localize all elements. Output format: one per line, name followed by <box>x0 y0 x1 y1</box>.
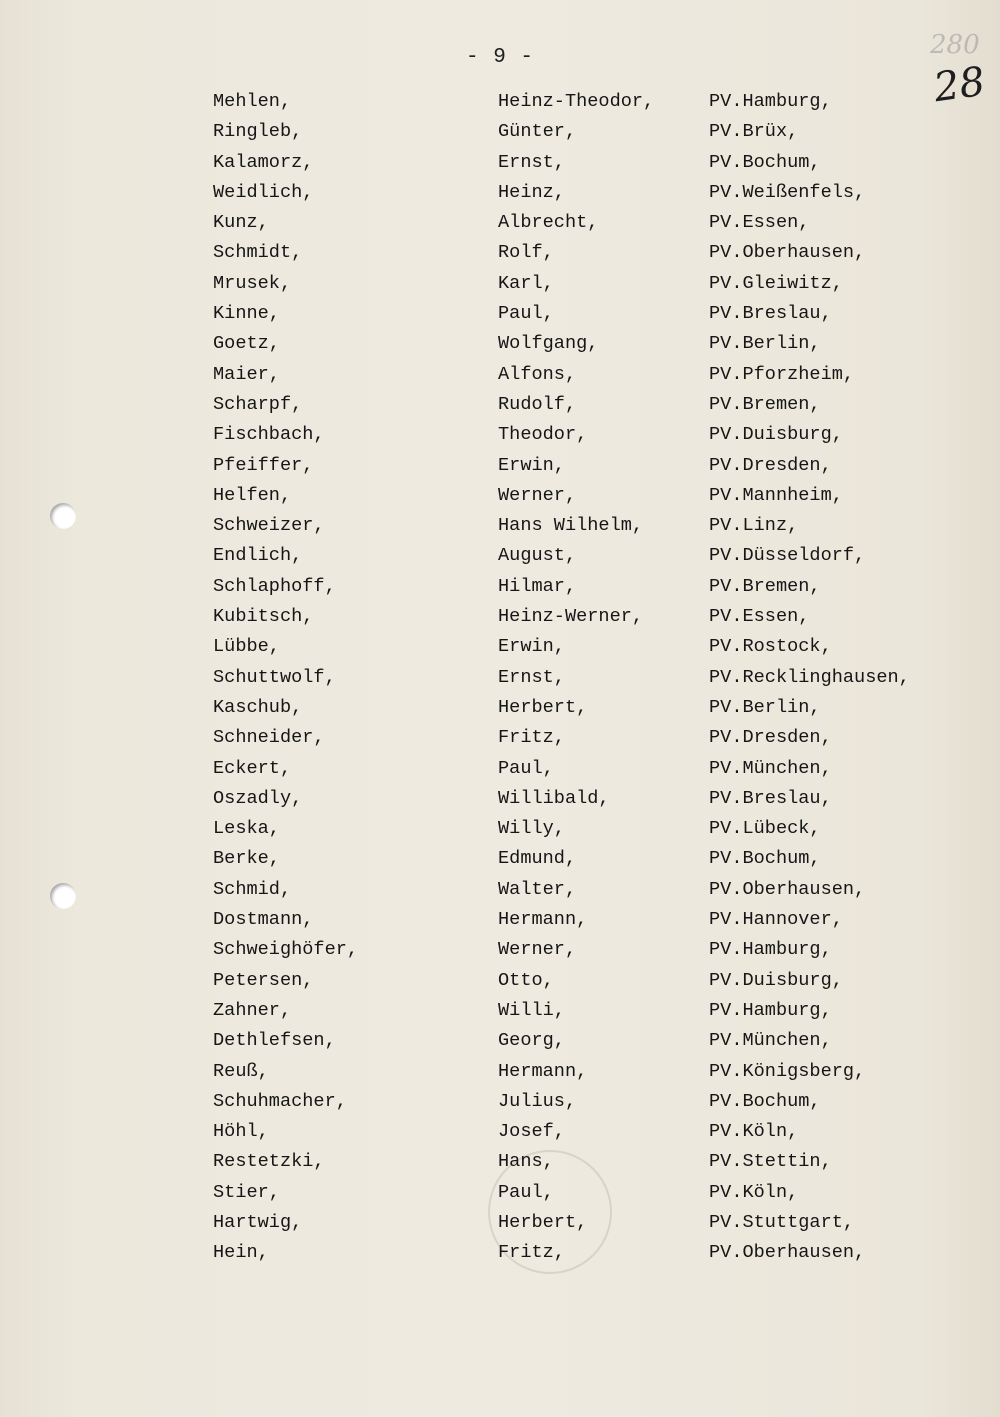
office-cell: PV.Essen, <box>709 606 810 628</box>
given-name-cell: Edmund, <box>498 848 577 870</box>
surname-cell: Goetz, <box>213 333 280 355</box>
list-item <box>0 939 1000 969</box>
list-item <box>0 424 1000 454</box>
list-item <box>0 667 1000 697</box>
list-item <box>0 1212 1000 1242</box>
list-item <box>0 273 1000 303</box>
given-name-cell: Ernst, <box>498 666 565 688</box>
office-cell: PV.Duisburg, <box>709 424 843 446</box>
surname-cell: Mehlen, <box>213 91 292 112</box>
surname-cell: Zahner, <box>213 999 292 1021</box>
office-cell: PV.Oberhausen, <box>709 242 866 264</box>
given-name-cell: Alfons, <box>498 363 577 385</box>
given-name-cell: Erwin, <box>498 636 565 658</box>
list-item <box>0 576 1000 606</box>
office-cell: PV.Breslau, <box>709 787 832 809</box>
given-name-cell: Otto, <box>498 969 554 991</box>
office-cell: PV.Rostock, <box>709 636 832 658</box>
surname-cell: Kalamorz, <box>213 151 314 173</box>
list-item <box>0 121 1000 151</box>
office-cell: PV.Brüx, <box>709 121 799 143</box>
list-item <box>0 1091 1000 1121</box>
given-name-cell: Heinz-Werner, <box>498 606 644 628</box>
list-item <box>0 152 1000 182</box>
surname-cell: Reuß, <box>213 1060 269 1082</box>
office-cell: PV.Bochum, <box>709 1090 821 1112</box>
name-list <box>0 91 1000 1273</box>
given-name-cell: Herbert, <box>498 696 588 718</box>
surname-cell: Kubitsch, <box>213 606 314 628</box>
surname-cell: Mrusek, <box>213 272 292 294</box>
given-name-cell: Rudolf, <box>498 393 577 415</box>
surname-cell: Helfen, <box>213 484 292 506</box>
given-name-cell: Willy, <box>498 818 565 840</box>
office-cell: PV.Bremen, <box>709 393 821 415</box>
list-item <box>0 364 1000 394</box>
office-cell: PV.Bochum, <box>709 151 821 173</box>
office-cell: PV.Stuttgart, <box>709 1211 855 1233</box>
list-item <box>0 1242 1000 1272</box>
list-item <box>0 91 1000 121</box>
list-item <box>0 848 1000 878</box>
given-name-cell: Günter, <box>498 121 577 143</box>
given-name-cell: Rolf, <box>498 242 554 264</box>
office-cell: PV.Köln, <box>709 1181 799 1203</box>
office-cell: PV.Hamburg, <box>709 939 832 961</box>
list-item <box>0 545 1000 575</box>
given-name-cell: Karl, <box>498 272 554 294</box>
given-name-cell: Heinz-Theodor, <box>498 91 655 112</box>
office-cell: PV.Dresden, <box>709 727 832 749</box>
given-name-cell: Hermann, <box>498 1060 588 1082</box>
office-cell: PV.Oberhausen, <box>709 878 866 900</box>
given-name-cell: Hans Wilhelm, <box>498 515 644 537</box>
given-name-cell: Josef, <box>498 1121 565 1143</box>
folio-number: 28 <box>931 58 988 112</box>
office-cell: PV.Essen, <box>709 212 810 234</box>
surname-cell: Pfeiffer, <box>213 454 314 476</box>
list-item <box>0 636 1000 666</box>
list-item <box>0 212 1000 242</box>
office-cell: PV.München, <box>709 1030 832 1052</box>
office-cell: PV.Linz, <box>709 515 799 537</box>
surname-cell: Schuttwolf, <box>213 666 336 688</box>
list-item <box>0 606 1000 636</box>
surname-cell: Endlich, <box>213 545 303 567</box>
given-name-cell: August, <box>498 545 577 567</box>
office-cell: PV.Oberhausen, <box>709 1242 866 1264</box>
given-name-cell: Paul, <box>498 1181 554 1203</box>
office-cell: PV.Hamburg, <box>709 999 832 1021</box>
given-name-cell: Hilmar, <box>498 575 577 597</box>
given-name-cell: Erwin, <box>498 454 565 476</box>
given-name-cell: Theodor, <box>498 424 588 446</box>
list-item <box>0 182 1000 212</box>
surname-cell: Dostmann, <box>213 909 314 931</box>
office-cell: PV.Berlin, <box>709 333 821 355</box>
surname-cell: Kinne, <box>213 303 280 325</box>
given-name-cell: Herbert, <box>498 1211 588 1233</box>
surname-cell: Eckert, <box>213 757 292 779</box>
given-name-cell: Werner, <box>498 484 577 506</box>
given-name-cell: Willibald, <box>498 787 610 809</box>
list-item <box>0 303 1000 333</box>
surname-cell: Ringleb, <box>213 121 303 143</box>
list-item <box>0 970 1000 1000</box>
page-number: - 9 - <box>465 46 534 69</box>
office-cell: PV.Recklinghausen, <box>709 666 910 688</box>
office-cell: PV.Hamburg, <box>709 91 832 112</box>
office-cell: PV.Pforzheim, <box>709 363 855 385</box>
list-item <box>0 1030 1000 1060</box>
surname-cell: Fischbach, <box>213 424 325 446</box>
list-item <box>0 1151 1000 1181</box>
surname-cell: Kunz, <box>213 212 269 234</box>
given-name-cell: Paul, <box>498 303 554 325</box>
given-name-cell: Georg, <box>498 1030 565 1052</box>
surname-cell: Schweighöfer, <box>213 939 359 961</box>
given-name-cell: Albrecht, <box>498 212 599 234</box>
office-cell: PV.Hannover, <box>709 909 843 931</box>
given-name-cell: Fritz, <box>498 727 565 749</box>
given-name-cell: Wolfgang, <box>498 333 599 355</box>
surname-cell: Höhl, <box>213 1121 269 1143</box>
list-item <box>0 455 1000 485</box>
office-cell: PV.Düsseldorf, <box>709 545 866 567</box>
given-name-cell: Walter, <box>498 878 577 900</box>
given-name-cell: Hermann, <box>498 909 588 931</box>
corner-annotation: 280 <box>930 30 980 60</box>
surname-cell: Schneider, <box>213 727 325 749</box>
office-cell: PV.Berlin, <box>709 696 821 718</box>
surname-cell: Lübbe, <box>213 636 280 658</box>
list-item <box>0 333 1000 363</box>
surname-cell: Schmid, <box>213 878 292 900</box>
list-item <box>0 485 1000 515</box>
office-cell: PV.Dresden, <box>709 454 832 476</box>
list-item <box>0 697 1000 727</box>
list-item <box>0 242 1000 272</box>
list-item <box>0 1182 1000 1212</box>
given-name-cell: Hans, <box>498 1151 554 1173</box>
list-item <box>0 515 1000 545</box>
given-name-cell: Willi, <box>498 999 565 1021</box>
surname-cell: Oszadly, <box>213 787 303 809</box>
surname-cell: Berke, <box>213 848 280 870</box>
office-cell: PV.Duisburg, <box>709 969 843 991</box>
office-cell: PV.Mannheim, <box>709 484 843 506</box>
list-item <box>0 1061 1000 1091</box>
list-item <box>0 1000 1000 1030</box>
given-name-cell: Fritz, <box>498 1242 565 1264</box>
given-name-cell: Paul, <box>498 757 554 779</box>
office-cell: PV.Bremen, <box>709 575 821 597</box>
surname-cell: Hartwig, <box>213 1211 303 1233</box>
surname-cell: Dethlefsen, <box>213 1030 336 1052</box>
surname-cell: Restetzki, <box>213 1151 325 1173</box>
given-name-cell: Julius, <box>498 1090 577 1112</box>
surname-cell: Hein, <box>213 1242 269 1264</box>
list-item <box>0 818 1000 848</box>
surname-cell: Petersen, <box>213 969 314 991</box>
list-item <box>0 727 1000 757</box>
list-item <box>0 758 1000 788</box>
surname-cell: Scharpf, <box>213 393 303 415</box>
surname-cell: Leska, <box>213 818 280 840</box>
given-name-cell: Ernst, <box>498 151 565 173</box>
office-cell: PV.Weißenfels, <box>709 181 866 203</box>
office-cell: PV.Stettin, <box>709 1151 832 1173</box>
given-name-cell: Werner, <box>498 939 577 961</box>
office-cell: PV.Königsberg, <box>709 1060 866 1082</box>
list-item <box>0 909 1000 939</box>
surname-cell: Schuhmacher, <box>213 1090 347 1112</box>
list-item <box>0 879 1000 909</box>
surname-cell: Schmidt, <box>213 242 303 264</box>
surname-cell: Weidlich, <box>213 181 314 203</box>
office-cell: PV.München, <box>709 757 832 779</box>
office-cell: PV.Lübeck, <box>709 818 821 840</box>
office-cell: PV.Gleiwitz, <box>709 272 843 294</box>
office-cell: PV.Köln, <box>709 1121 799 1143</box>
surname-cell: Kaschub, <box>213 696 303 718</box>
office-cell: PV.Bochum, <box>709 848 821 870</box>
list-item <box>0 788 1000 818</box>
office-cell: PV.Breslau, <box>709 303 832 325</box>
surname-cell: Stier, <box>213 1181 280 1203</box>
given-name-cell: Heinz, <box>498 181 565 203</box>
list-item <box>0 1121 1000 1151</box>
list-item <box>0 394 1000 424</box>
surname-cell: Schweizer, <box>213 515 325 537</box>
surname-cell: Maier, <box>213 363 280 385</box>
surname-cell: Schlaphoff, <box>213 575 336 597</box>
